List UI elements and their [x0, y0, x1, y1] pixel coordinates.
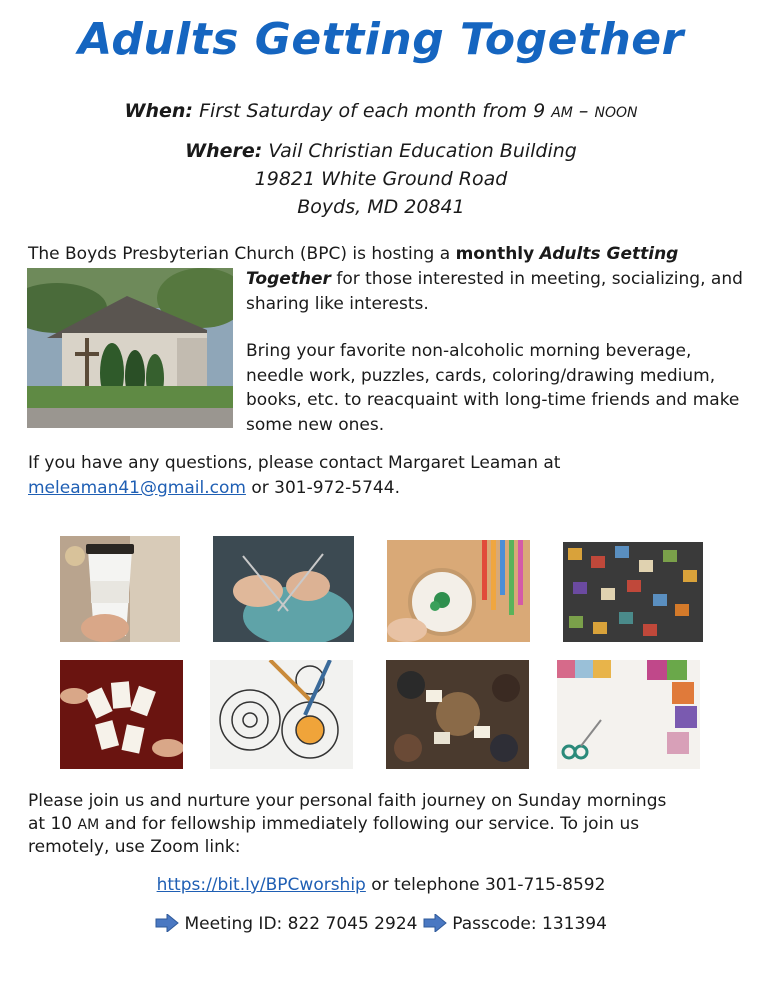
intro-lead: The Boyds Presbyterian Church (BPC) is hosting a — [28, 244, 451, 264]
worship-am: AM — [77, 816, 100, 833]
coloring-book-photo — [210, 660, 353, 769]
where-line1: Vail Christian Education Building — [268, 140, 577, 162]
contact-text: If you have any questions, please contact Margaret Leaman at — [28, 453, 561, 473]
knitting-photo — [213, 536, 354, 642]
zoom-phone: or telephone 301-715-8592 — [371, 875, 606, 895]
intro-rest: for those interested in meeting, socializing, and sharing like interests. — [246, 269, 743, 314]
intro-monthly: monthly — [455, 244, 535, 264]
meeting-id: Meeting ID: 822 7045 2924 — [184, 914, 418, 934]
quilting-photo — [557, 660, 700, 769]
zoom-link[interactable]: https://bit.ly/BPCworship — [156, 875, 366, 895]
where-line2: 19821 White Ground Road — [254, 168, 508, 190]
contact-paragraph — [28, 451, 758, 500]
when-noon: NOON — [594, 105, 638, 121]
intro-event-line1: Adults Getting — [539, 244, 679, 264]
when-label: When: — [124, 100, 194, 122]
when-am: AM — [551, 105, 573, 121]
intro-event-line2: Together — [246, 269, 331, 289]
when-line — [0, 100, 762, 122]
bring-paragraph: Bring your favorite non-alcoholic morning beverage, needle work, puzzles, cards, coloring/drawing medium, books, etc. to reacquaint with long-time friends and make some new ones. — [246, 341, 740, 435]
intro-line — [28, 242, 758, 267]
worship-line2-pre: at 10 — [28, 813, 73, 834]
worship-line1: Please join us and nurture your personal faith journey on Sunday mornings — [28, 791, 667, 811]
where-block — [0, 137, 762, 221]
email-link[interactable]: meleaman41@gmail.com — [28, 477, 246, 498]
when-dash: – — [578, 100, 589, 122]
book-club-photo — [386, 660, 529, 769]
coffee-cup-photo — [60, 536, 180, 642]
embroidery-photo — [387, 540, 530, 642]
intro-continued — [246, 267, 758, 316]
meeting-info-line — [0, 912, 762, 937]
church-photo — [27, 268, 233, 428]
worship-line3: remotely, use Zoom link: — [28, 837, 241, 857]
when-text: First Saturday of each month from 9 — [199, 100, 546, 122]
zoom-line — [0, 873, 762, 898]
playing-cards-photo — [60, 660, 183, 769]
where-line3: Boyds, MD 20841 — [297, 196, 465, 218]
page-title: Adults Getting Together — [78, 14, 684, 65]
worship-paragraph — [28, 790, 758, 859]
contact-phone: or 301-972-5744. — [251, 477, 400, 498]
passcode: Passcode: 131394 — [452, 914, 607, 934]
worship-line2-post: and for fellowship immediately following our service. To join us — [104, 813, 640, 834]
where-label: Where: — [185, 140, 263, 162]
arrow-right-icon — [423, 914, 447, 932]
arrow-right-icon — [155, 914, 179, 932]
puzzle-pieces-photo — [563, 542, 703, 642]
